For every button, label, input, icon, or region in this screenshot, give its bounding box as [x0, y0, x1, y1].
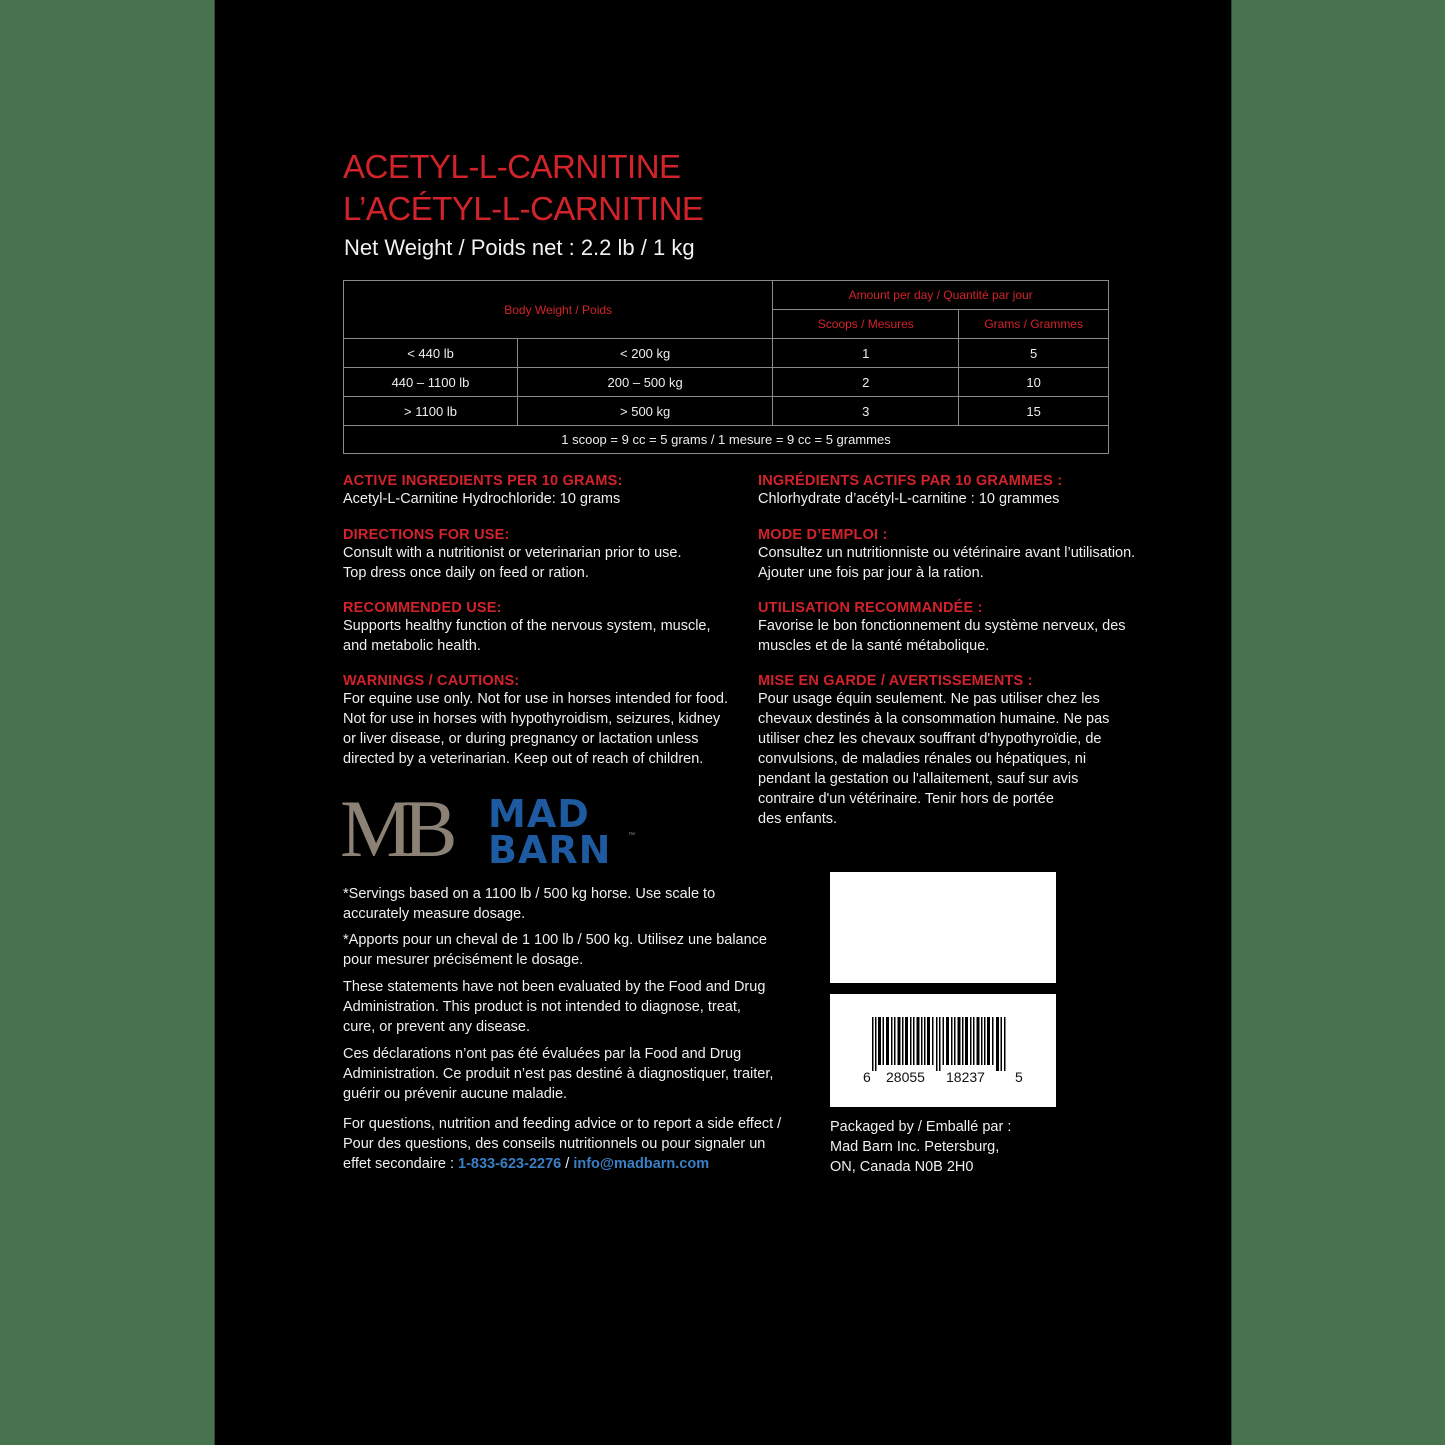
dosage-table — [343, 280, 1109, 454]
cell-kg: 200 – 500 kg — [518, 368, 773, 397]
packaged-by — [830, 1117, 1060, 1177]
barcode-icon — [872, 1017, 1012, 1071]
logo-word-mad: MAD — [488, 792, 590, 836]
table-row — [344, 397, 1109, 426]
contact-info — [343, 1114, 803, 1174]
table-row — [344, 368, 1109, 397]
product-title-fr: L’ACÉTYL-L-CARNITINE — [343, 190, 704, 227]
cell-grams: 10 — [959, 368, 1109, 397]
note-line: guérir ou prévenir aucune maladie. — [343, 1086, 568, 1102]
note-line: cure, or prevent any disease. — [343, 1019, 530, 1035]
cell-scoops: 3 — [773, 397, 959, 426]
section-text: For equine use only. Not for use in horses intended for food. — [343, 691, 729, 707]
section-heading: UTILISATION RECOMMANDÉE : — [758, 600, 983, 616]
section-text: Not for use in horses with hypothyroidism, seizures, kidney — [343, 711, 721, 727]
barcode-box — [830, 994, 1056, 1107]
section-heading: MODE D’EMPLOI : — [758, 527, 888, 543]
blank-label-area — [830, 872, 1056, 983]
section-text: directed by a veterinarian. Keep out of reach of children. — [343, 751, 704, 767]
table-row — [344, 339, 1109, 368]
email-link[interactable]: info@madbarn.com — [573, 1156, 710, 1172]
barcode-digit-last: 5 — [1015, 1069, 1023, 1085]
logo-monogram: MB — [340, 783, 448, 874]
logo-word-barn: BARN — [488, 828, 612, 872]
section-text: or liver disease, or during pregnancy or lactation unless — [343, 731, 699, 747]
section-directions-fr — [758, 527, 1178, 583]
cell-grams: 15 — [959, 397, 1109, 426]
packaged-line: Packaged by / Emballé par : — [830, 1119, 1012, 1135]
barcode-group-left: 28055 — [886, 1069, 925, 1085]
section-text: convulsions, de maladies rénales ou hépatiques, ni — [758, 751, 1087, 767]
section-text: Pour usage équin seulement. Ne pas utiliser chez les — [758, 691, 1100, 707]
section-heading: ACTIVE INGREDIENTS PER 10 GRAMS: — [343, 473, 623, 489]
net-weight: Net Weight / Poids net : 2.2 lb / 1 kg — [344, 235, 695, 260]
contact-separator: / — [561, 1156, 574, 1172]
section-text: Favorise le bon fonctionnement du système nerveux, des — [758, 618, 1126, 634]
servings-note-en — [343, 884, 793, 924]
barcode-group-right: 18237 — [946, 1069, 985, 1085]
grams-header: Grams / Grammes — [959, 310, 1109, 339]
contact-prefix: effet secondaire : — [343, 1156, 459, 1172]
section-heading: DIRECTIONS FOR USE: — [343, 527, 510, 543]
section-text: Ajouter une fois par jour à la ration. — [758, 565, 984, 581]
cell-scoops: 2 — [773, 368, 959, 397]
amount-header: Amount per day / Quantité par jour — [773, 281, 1109, 310]
trademark-symbol: ™ — [628, 832, 635, 839]
section-text: Top dress once daily on feed or ration. — [343, 565, 589, 581]
section-text: des enfants. — [758, 811, 837, 827]
note-line: Pour des questions, des conseils nutritionnels ou pour signaler un — [343, 1136, 766, 1152]
cell-kg: > 500 kg — [518, 397, 773, 426]
note-line: Administration. Ce produit n’est pas destiné à diagnostiquer, traiter, — [343, 1066, 774, 1082]
barcode-digit-first: 6 — [863, 1069, 871, 1085]
cell-lb: < 440 lb — [344, 339, 518, 368]
fda-disclaimer-en — [343, 977, 793, 1037]
section-text: chevaux destinés à la consommation humaine. Ne pas — [758, 711, 1110, 727]
section-directions-en — [343, 527, 743, 583]
fda-disclaimer-fr — [343, 1044, 793, 1104]
cell-lb: > 1100 lb — [344, 397, 518, 426]
section-text: Consultez un nutritionniste ou vétérinaire avant l’utilisation. — [758, 545, 1136, 561]
section-heading: MISE EN GARDE / AVERTISSEMENTS : — [758, 673, 1033, 689]
phone-link[interactable]: 1-833-623-2276 — [458, 1156, 562, 1172]
section-recommended-use-fr — [758, 600, 1158, 656]
packaged-line: Mad Barn Inc. Petersburg, — [830, 1139, 1000, 1155]
section-text: Consult with a nutritionist or veterinarian prior to use. — [343, 545, 682, 561]
cell-grams: 5 — [959, 339, 1109, 368]
note-line: Ces déclarations n’ont pas été évaluées par la Food and Drug — [343, 1046, 742, 1062]
section-text: pendant la gestation ou l'allaitement, sauf sur avis — [758, 771, 1079, 787]
note-line: accurately measure dosage. — [343, 906, 526, 922]
section-text: muscles et de la santé métabolique. — [758, 638, 990, 654]
section-warnings-en — [343, 673, 753, 769]
section-text: and metabolic health. — [343, 638, 481, 654]
section-heading: INGRÉDIENTS ACTIFS PAR 10 GRAMMES : — [758, 473, 1063, 489]
section-warnings-fr — [758, 673, 1158, 829]
scoop-conversion: 1 scoop = 9 cc = 5 grams / 1 mesure = 9 cc = 5 grammes — [344, 426, 1109, 454]
note-line: pour mesurer précisément le dosage. — [343, 952, 584, 968]
section-text: utiliser chez les chevaux souffrant d'hypothyroïdie, de — [758, 731, 1102, 747]
section-active-ingredients-en — [343, 473, 743, 509]
section-recommended-use-en — [343, 600, 743, 656]
section-text: Chlorhydrate d’acétyl-L-carnitine : 10 grammes — [758, 491, 1060, 507]
servings-note-fr — [343, 930, 793, 970]
section-text: Acetyl-L-Carnitine Hydrochloride: 10 grams — [343, 491, 621, 507]
section-heading: RECOMMENDED USE: — [343, 600, 502, 616]
section-active-ingredients-fr — [758, 473, 1158, 509]
cell-scoops: 1 — [773, 339, 959, 368]
scoops-header: Scoops / Mesures — [773, 310, 959, 339]
section-heading: WARNINGS / CAUTIONS: — [343, 673, 520, 689]
product-title-en: ACETYL-L-CARNITINE — [343, 148, 681, 185]
note-line: For questions, nutrition and feeding advice or to report a side effect / — [343, 1116, 782, 1132]
body-weight-header: Body Weight / Poids — [344, 281, 773, 339]
note-line: *Servings based on a 1100 lb / 500 kg horse. Use scale to — [343, 886, 716, 902]
packaged-line: ON, Canada N0B 2H0 — [830, 1159, 974, 1175]
note-line: *Apports pour un cheval de 1 100 lb / 500 kg. Utilisez une balance — [343, 932, 767, 948]
section-text: Supports healthy function of the nervous system, muscle, — [343, 618, 711, 634]
note-line: Administration. This product is not intended to diagnose, treat, — [343, 999, 741, 1015]
cell-lb: 440 – 1100 lb — [344, 368, 518, 397]
section-text: contraire d'un vétérinaire. Tenir hors de portée — [758, 791, 1054, 807]
mad-barn-logo — [340, 783, 640, 874]
cell-kg: < 200 kg — [518, 339, 773, 368]
note-line: These statements have not been evaluated by the Food and Drug — [343, 979, 766, 995]
